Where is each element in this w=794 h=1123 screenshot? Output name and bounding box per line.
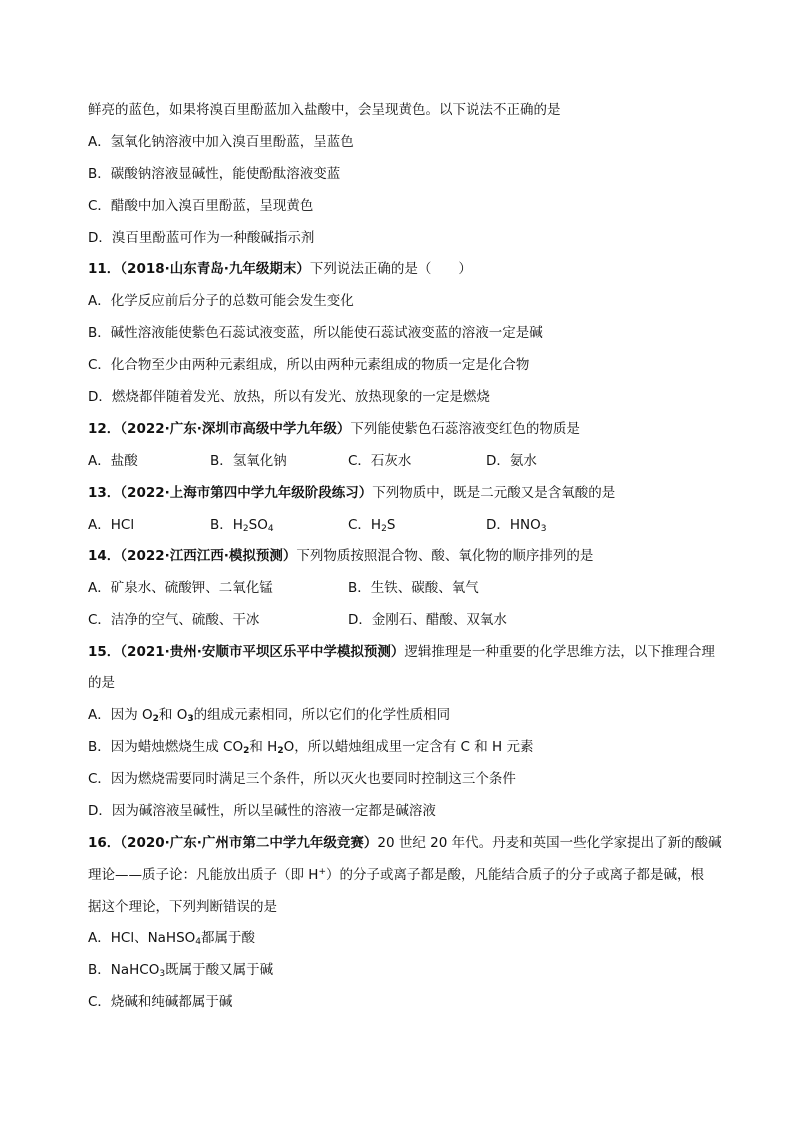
q11-text: 下列说法正确的是（ ）: [309, 261, 472, 277]
q14-option-c: C．洁净的空气、硫酸、干冰: [88, 612, 260, 628]
q16-stem-line2-sup: +: [318, 867, 326, 877]
q15-option-a-sub1: 2: [152, 714, 159, 724]
q15-option-d: D．因为碱溶液呈碱性，所以呈碱性的溶液一定都是碱溶液: [88, 803, 436, 819]
q13-options-row: [88, 515, 708, 535]
q14-option-b: B．生铁、碳酸、氧气: [348, 580, 479, 596]
q13-option-c: [348, 515, 395, 535]
q13-option-b-sub1: 2: [242, 524, 249, 534]
q13-option-d-sub: 3: [540, 524, 547, 534]
q16-number: 16．: [88, 835, 121, 851]
q16-stem-line3: 据这个理论，下列判断错误的是: [88, 899, 277, 915]
q16-stem-line2: [88, 865, 704, 885]
q13-option-a: A．HCl: [88, 517, 135, 533]
q14-option-d: D．金刚石、醋酸、双氧水: [348, 612, 507, 628]
q11-option-c: C．化合物至少由两种元素组成，所以由两种元素组成的物质一定是化合物: [88, 357, 530, 373]
q14-options-row-2: [88, 610, 708, 630]
q10-option-d: D．溴百里酚蓝可作为一种酸碱指示剂: [88, 230, 315, 246]
q13-stem: [88, 483, 615, 503]
q13-option-b-mid: SO: [248, 517, 268, 533]
q10-option-b: B．碳酸钠溶液显碱性，能使酚酞溶液变蓝: [88, 166, 341, 182]
q15-option-b-text2: 和 H: [249, 739, 278, 755]
q15-number: 15．: [88, 644, 121, 660]
q13-option-c-post: S: [386, 517, 396, 533]
q15-text: 逻辑推理是一种重要的化学思维方法，以下推理合理: [404, 644, 715, 660]
q15-option-a-text2: 和 O: [158, 707, 188, 723]
q15-stem-line2: 的是: [88, 675, 115, 691]
q12-option-c: C．石灰水: [348, 453, 412, 469]
q14-option-a: A．矿泉水、硫酸钾、二氧化锰: [88, 580, 273, 596]
q15-option-c: C．因为燃烧需要同时满足三个条件，所以灭火也要同时控制这三个条件: [88, 771, 516, 787]
q11-option-a: A．化学反应前后分子的总数可能会发生变化: [88, 293, 354, 309]
q13-option-b: [210, 515, 274, 535]
q15-option-a: [88, 705, 450, 725]
q16-stem: [88, 833, 722, 853]
q14-options-row-1: [88, 578, 708, 598]
q16-option-a: [88, 928, 255, 948]
q13-option-d-text: D．HNO: [486, 517, 541, 533]
q16-source: （2020·广东·广州市第二中学九年级竞赛）: [120, 835, 378, 851]
q15-option-b-sub1: 2: [243, 746, 250, 756]
q16-stem-line2-text2: ）的分子或离子都是酸，凡能结合质子的分子或离子都是碱，根: [326, 867, 704, 883]
q15-option-b: [88, 737, 533, 757]
q16-option-a-sub: 4: [195, 937, 202, 947]
q14-text: 下列物质按照混合物、酸、氧化物的顺序排列的是: [296, 548, 594, 564]
q14-number: 14．: [88, 548, 121, 564]
q15-option-b-text3: O，所以蜡烛组成里一定含有 C 和 H 元素: [283, 739, 534, 755]
q16-option-b-sub: 3: [159, 969, 166, 979]
q13-option-d: [486, 515, 547, 535]
q16-option-b: [88, 960, 273, 980]
q10-stem-line: 鲜亮的蓝色，如果将溴百里酚蓝加入盐酸中，会呈现黄色。以下说法不正确的是: [88, 102, 561, 118]
q13-number: 13．: [88, 485, 121, 501]
q16-option-a-text1: A．HCl、NaHSO: [88, 930, 196, 946]
q13-source: （2022·上海市第四中学九年级阶段练习）: [120, 485, 373, 501]
q12-options-row: [88, 451, 708, 471]
q15-option-b-text1: B．因为蜡烛燃烧生成 CO: [88, 739, 244, 755]
q11-option-d: D．燃烧都伴随着发光、放热，所以有发光、放热现象的一定是燃烧: [88, 389, 490, 405]
q16-text: 20 世纪 20 年代。丹麦和英国一些化学家提出了新的酸碱: [377, 835, 722, 851]
q13-option-c-text: C．H: [348, 517, 382, 533]
q13-option-b-sub2: 4: [267, 524, 274, 534]
q11-option-b: B．碱性溶液能使紫色石蕊试液变蓝，所以能使石蕊试液变蓝的溶液一定是碱: [88, 325, 543, 341]
q11-stem: [88, 259, 472, 279]
q15-source: （2021·贵州·安顺市平坝区乐平中学模拟预测）: [120, 644, 405, 660]
q16-option-b-text1: B．NaHCO: [88, 962, 160, 978]
q12-stem: [88, 419, 580, 439]
q15-option-a-text3: 的组成元素相同，所以它们的化学性质相同: [193, 707, 451, 723]
q14-stem: [88, 546, 593, 566]
q10-option-c: C．醋酸中加入溴百里酚蓝，呈现黄色: [88, 198, 314, 214]
q15-stem: [88, 642, 715, 662]
q13-option-b-text: B．H: [210, 517, 243, 533]
q12-option-d: D．氨水: [486, 453, 537, 469]
q14-source: （2022·江西江西·模拟预测）: [120, 548, 297, 564]
q16-option-a-text2: 都属于酸: [201, 930, 256, 946]
q16-option-c: C．烧碱和纯碱都属于碱: [88, 994, 233, 1010]
q15-option-a-text1: A．因为 O: [88, 707, 153, 723]
q10-option-a: A．氢氧化钠溶液中加入溴百里酚蓝，呈蓝色: [88, 134, 354, 150]
q12-option-b: B．氢氧化钠: [210, 453, 287, 469]
q12-number: 12．: [88, 421, 121, 437]
q11-number: 11．: [88, 261, 121, 277]
q15-option-b-sub2: 2: [277, 746, 284, 756]
q12-text: 下列能使紫色石蕊溶液变红色的物质是: [350, 421, 580, 437]
q11-source: （2018·山东青岛·九年级期末）: [120, 261, 310, 277]
q16-stem-line2-text1: 理论——质子论：凡能放出质子（即 H: [88, 867, 319, 883]
q12-option-a: A．盐酸: [88, 453, 138, 469]
q15-option-a-sub2: 3: [187, 714, 194, 724]
q13-text: 下列物质中，既是二元酸又是含氧酸的是: [372, 485, 616, 501]
q12-source: （2022·广东·深圳市高级中学九年级）: [120, 421, 351, 437]
q13-option-c-sub: 2: [381, 524, 387, 534]
q16-option-b-text2: 既属于酸又属于碱: [165, 962, 274, 978]
